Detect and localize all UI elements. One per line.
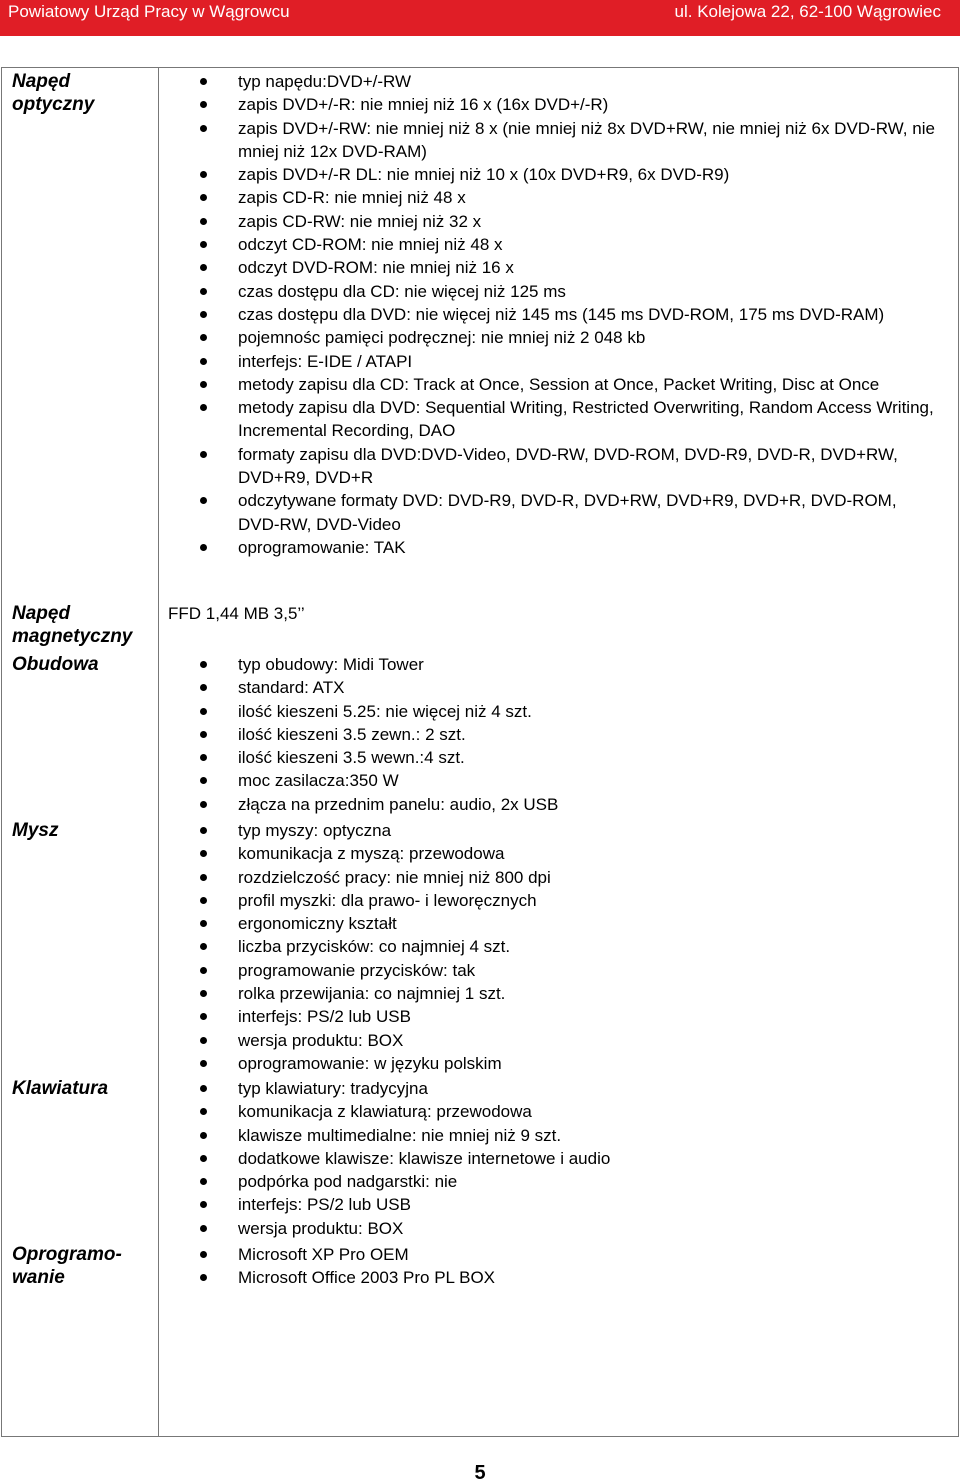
section-label-floppy-drive: Napęd magnetyczny [12,603,133,647]
list-item: złącza na przednim panelu: audio, 2x USB [238,793,938,816]
list-item: profil myszki: dla prawo- i leworęcznych [238,889,938,912]
list-item: ilość kieszeni 5.25: nie więcej niż 4 szt. [238,700,938,723]
list-item: klawisze multimedialne: nie mniej niż 9 szt. [238,1124,938,1147]
list-item: pojemnośc pamięci podręcznej: nie mniej niż 2 048 kb [238,326,938,349]
list-item: oprogramowanie: TAK [238,536,938,559]
list-item: ilość kieszeni 3.5 zewn.: 2 szt. [238,723,938,746]
list-item: odczyt CD-ROM: nie mniej niż 48 x [238,233,938,256]
list-item: wersja produktu: BOX [238,1029,938,1052]
list-item: typ myszy: optyczna [238,819,938,842]
list-item: rozdzielczość pracy: nie mniej niż 800 dpi [238,866,938,889]
list-item: ilość kieszeni 3.5 wewn.:4 szt. [238,746,938,769]
list-item: metody zapisu dla CD: Track at Once, Session at Once, Packet Writing, Disc at Once [238,373,938,396]
list-item: czas dostępu dla DVD: nie więcej niż 145 ms (145 ms DVD-ROM, 175 ms DVD-RAM) [238,303,938,326]
list-item: typ obudowy: Midi Tower [238,653,938,676]
list-item: zapis DVD+/-RW: nie mniej niż 8 x (nie mniej niż 8x DVD+RW, nie mniej niż 6x DVD-RW, nie mniej niż 12x DVD-RAM) [238,117,938,164]
list-item: zapis DVD+/-R DL: nie mniej niż 10 x (10x DVD+R9, 6x DVD-R9) [238,163,938,186]
list-item: interfejs: E-IDE / ATAPI [238,350,938,373]
list-item: metody zapisu dla DVD: Sequential Writing, Restricted Overwriting, Random Access Writing, Incremental Recording, DAO [238,396,938,443]
section-label-mouse: Mysz [12,820,59,841]
section-label-case: Obudowa [12,654,99,675]
optical-drive-list [238,70,938,559]
header-address: ul. Kolejowa 22, 62-100 Wągrowiec [674,2,941,21]
section-label-optical-drive: Napęd optyczny [12,71,95,115]
list-item: dodatkowe klawisze: klawisze internetowe i audio [238,1147,938,1170]
list-item: oprogramowanie: w języku polskim [238,1052,938,1075]
list-item: programowanie przycisków: tak [238,959,938,982]
list-item: Microsoft XP Pro OEM [238,1243,938,1266]
list-item: formaty zapisu dla DVD:DVD-Video, DVD-RW, DVD-ROM, DVD-R9, DVD-R, DVD+RW, DVD+R9, DVD+R [238,443,938,490]
case-list [238,653,938,816]
list-item: typ napędu:DVD+/-RW [238,70,938,93]
list-item: odczytywane formaty DVD: DVD-R9, DVD-R, DVD+RW, DVD+R9, DVD+R, DVD-ROM, DVD-RW, DVD-Video [238,489,938,536]
list-item: zapis CD-R: nie mniej niż 48 x [238,186,938,209]
spec-table [1,67,959,1437]
list-item: odczyt DVD-ROM: nie mniej niż 16 x [238,256,938,279]
list-item: rolka przewijania: co najmniej 1 szt. [238,982,938,1005]
header-office-name: Powiatowy Urząd Pracy w Wągrowcu [8,2,290,21]
list-item: standard: ATX [238,676,938,699]
section-label-software: Oprogramo-wanie [12,1244,122,1288]
list-item: czas dostępu dla CD: nie więcej niż 125 ms [238,280,938,303]
list-item: podpórka pod nadgarstki: nie [238,1170,938,1193]
software-list [238,1243,938,1290]
list-item: liczba przycisków: co najmniej 4 szt. [238,935,938,958]
list-item: komunikacja z myszą: przewodowa [238,842,938,865]
list-item: zapis DVD+/-R: nie mniej niż 16 x (16x DVD+/-R) [238,93,938,116]
page-header [0,0,960,36]
list-item: wersja produktu: BOX [238,1217,938,1240]
list-item: typ klawiatury: tradycyjna [238,1077,938,1100]
list-item: komunikacja z klawiaturą: przewodowa [238,1100,938,1123]
list-item: Microsoft Office 2003 Pro PL BOX [238,1266,938,1289]
list-item: zapis CD-RW: nie mniej niż 32 x [238,210,938,233]
list-item: interfejs: PS/2 lub USB [238,1193,938,1216]
keyboard-list [238,1077,938,1240]
mouse-list [238,819,938,1075]
list-item: interfejs: PS/2 lub USB [238,1005,938,1028]
floppy-drive-spec: FFD 1,44 MB 3,5’’ [168,604,305,623]
list-item: ergonomiczny kształt [238,912,938,935]
section-label-keyboard: Klawiatura [12,1078,109,1099]
list-item: moc zasilacza:350 W [238,769,938,792]
column-divider [158,68,159,1436]
page-number: 5 [474,1462,486,1484]
